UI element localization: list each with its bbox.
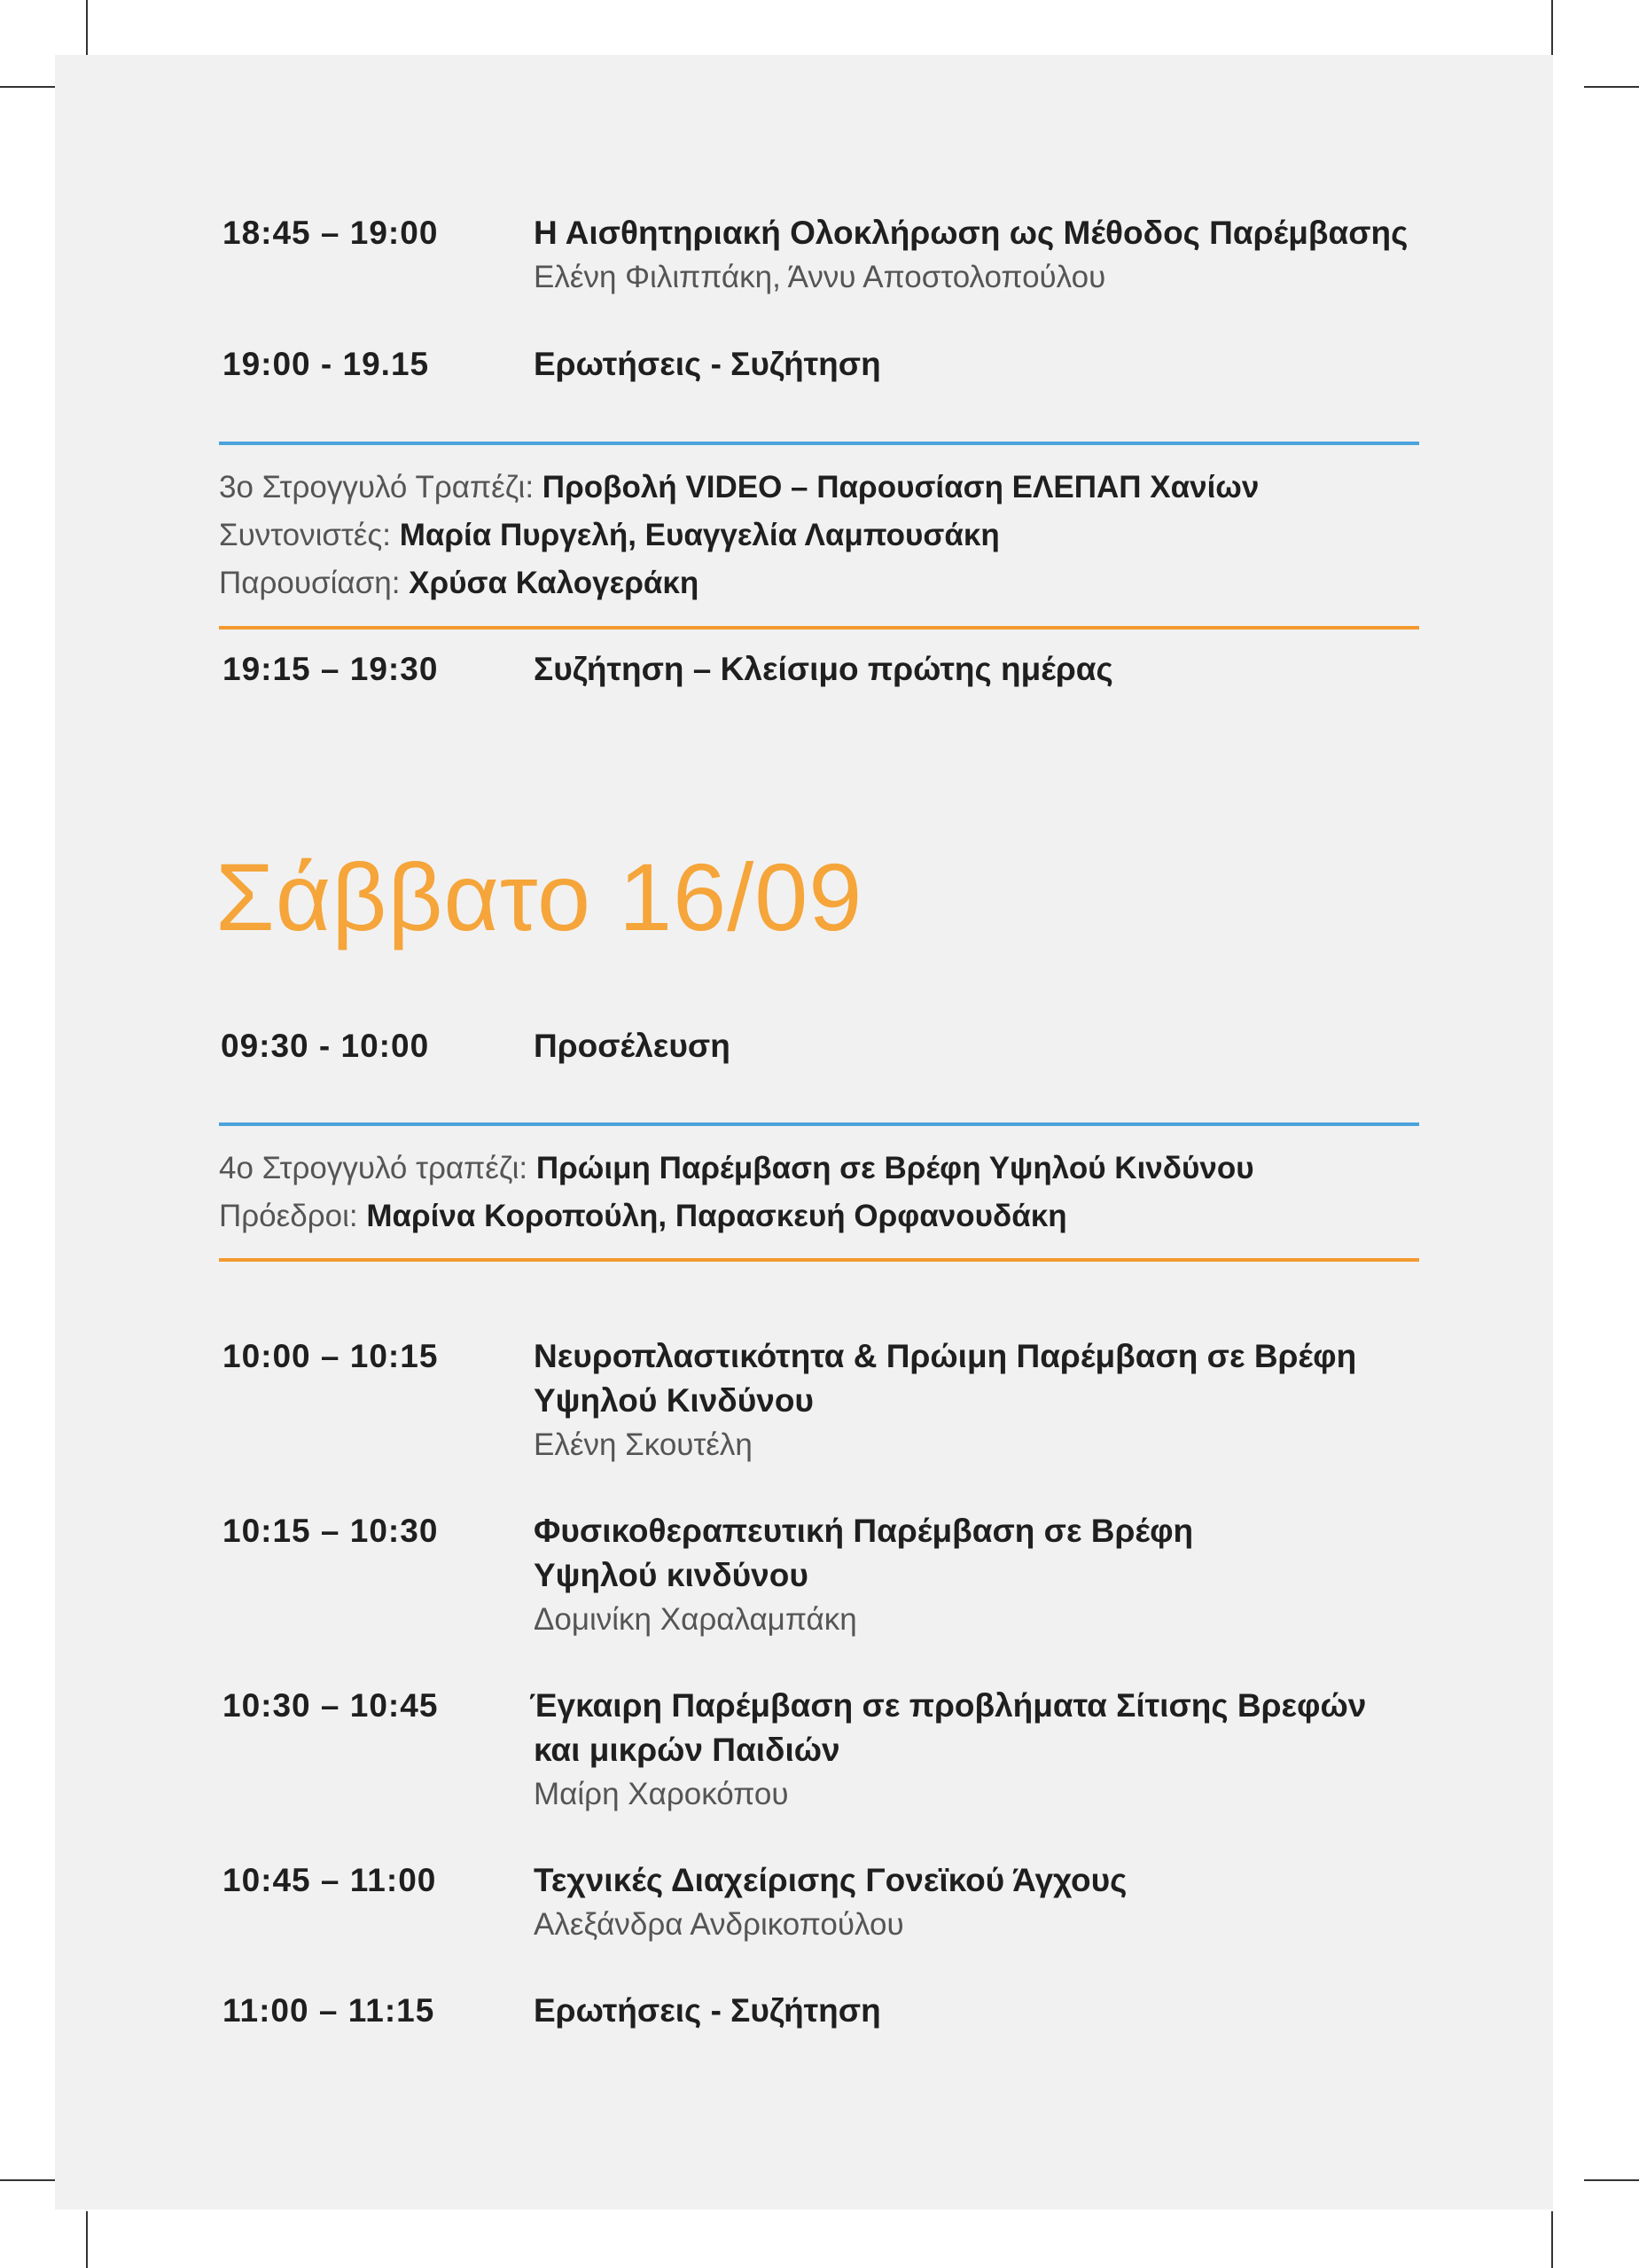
divider-orange — [219, 1258, 1419, 1262]
presentation-label: Παρουσίαση: — [219, 566, 410, 600]
session-time: 10:30 – 10:45 — [222, 1687, 439, 1724]
session-title: Τεχνικές Διαχείρισης Γονεϊκού Άγχους — [534, 1862, 1128, 1898]
session-speaker: Μαίρη Χαροκόπου — [534, 1777, 789, 1811]
roundtable-3-presentation — [219, 559, 1421, 607]
session-time: 09:30 - 10:00 — [221, 1028, 430, 1064]
session-time: 10:00 – 10:15 — [222, 1338, 439, 1374]
session-title: Προσέλευση — [534, 1028, 730, 1064]
crop-mark-bottom-left-v — [86, 2211, 88, 2268]
crop-mark-top-right-v — [1551, 0, 1553, 55]
roundtable-3-coordinators — [219, 512, 1421, 559]
divider-blue — [219, 1122, 1419, 1126]
session-details — [529, 1684, 1424, 1817]
session-time: 10:15 – 10:30 — [222, 1513, 439, 1549]
session-time: 19:00 - 19.15 — [222, 346, 430, 382]
session-time: 11:00 – 11:15 — [222, 1992, 435, 2029]
session-details — [534, 647, 1429, 692]
session-details — [534, 1989, 1429, 2033]
roundtable-3-label: 3ο Στρογγυλό Τραπέζι: — [219, 470, 542, 504]
session-title: Ερωτήσεις - Συζήτηση — [534, 346, 881, 382]
session-details — [534, 1334, 1429, 1467]
day-heading: Σάββατο 16/09 — [215, 843, 863, 950]
crop-mark-bottom-right-v — [1551, 2211, 1553, 2268]
session-speaker: Ελένη Φιλιππάκη, Άννυ Αποστολοπούλου — [534, 260, 1106, 294]
roundtable-3-title — [219, 464, 1421, 512]
roundtable-4-title — [219, 1145, 1421, 1193]
divider-orange — [219, 626, 1419, 630]
session-title-line-2: Υψηλού κινδύνου — [534, 1557, 808, 1593]
session-title-line-2: Υψηλού Κινδύνου — [534, 1382, 814, 1419]
roundtable-4-chairs — [219, 1193, 1421, 1240]
crop-mark-top-left-v — [86, 0, 88, 55]
roundtable-4-label: 4ο Στρογγυλό τραπέζι: — [219, 1151, 536, 1185]
coordinators-label: Συντονιστές: — [219, 518, 400, 552]
session-time: 18:45 – 19:00 — [222, 215, 439, 251]
chairs-names: Μαρίνα Κοροπούλη, Παρασκευή Ορφανουδάκη — [366, 1199, 1067, 1233]
session-time: 10:45 – 11:00 — [222, 1862, 437, 1898]
session-title-line-1: Φυσικοθεραπευτική Παρέμβαση σε Βρέφη — [534, 1513, 1194, 1549]
coordinators-names: Μαρία Πυργελή, Ευαγγελία Λαμπουσάκη — [399, 518, 1000, 552]
crop-mark-top-right-h — [1584, 86, 1639, 88]
session-title-line-1: Νευροπλαστικότητα & Πρώιμη Παρέμβαση σε Βρέφη — [534, 1338, 1357, 1374]
session-title: Η Αισθητηριακή Ολοκλήρωση ως Μέθοδος Παρέμβασης — [534, 215, 1409, 251]
session-title: Συζήτηση – Κλείσιμο πρώτης ημέρας — [534, 651, 1113, 687]
session-speaker: Αλεξάνδρα Ανδρικοπούλου — [534, 1907, 904, 1942]
divider-blue — [219, 442, 1419, 445]
presentation-name: Χρύσα Καλογεράκη — [409, 566, 699, 600]
roundtable-4-block — [219, 1145, 1421, 1240]
session-speaker: Ελένη Σκουτέλη — [534, 1427, 753, 1462]
crop-mark-bottom-right-h — [1584, 2179, 1639, 2181]
session-title: Ερωτήσεις - Συζήτηση — [534, 1992, 881, 2029]
session-details — [534, 342, 1429, 387]
roundtable-4-value: Πρώιμη Παρέμβαση σε Βρέφη Υψηλού Κινδύνου — [535, 1151, 1254, 1185]
session-time: 19:15 – 19:30 — [222, 651, 439, 687]
roundtable-3-value: Προβολή VIDEO – Παρουσίαση ΕΛΕΠΑΠ Χανίων — [542, 470, 1260, 504]
crop-mark-top-left-h — [0, 86, 55, 88]
session-speaker: Δομινίκη Χαραλαμπάκη — [534, 1602, 857, 1637]
chairs-label: Πρόεδροι: — [219, 1199, 367, 1233]
session-title-line-1: Έγκαιρη Παρέμβαση σε προβλήματα Σίτισης Βρεφών — [529, 1687, 1367, 1724]
session-title-line-2: και μικρών Παιδιών — [534, 1732, 840, 1768]
roundtable-3-block — [219, 464, 1421, 607]
program-page — [55, 55, 1553, 2209]
session-details — [534, 1024, 1429, 1068]
session-details — [534, 211, 1429, 300]
session-details — [534, 1858, 1429, 1947]
session-details — [534, 1509, 1429, 1642]
crop-mark-bottom-left-h — [0, 2179, 55, 2181]
